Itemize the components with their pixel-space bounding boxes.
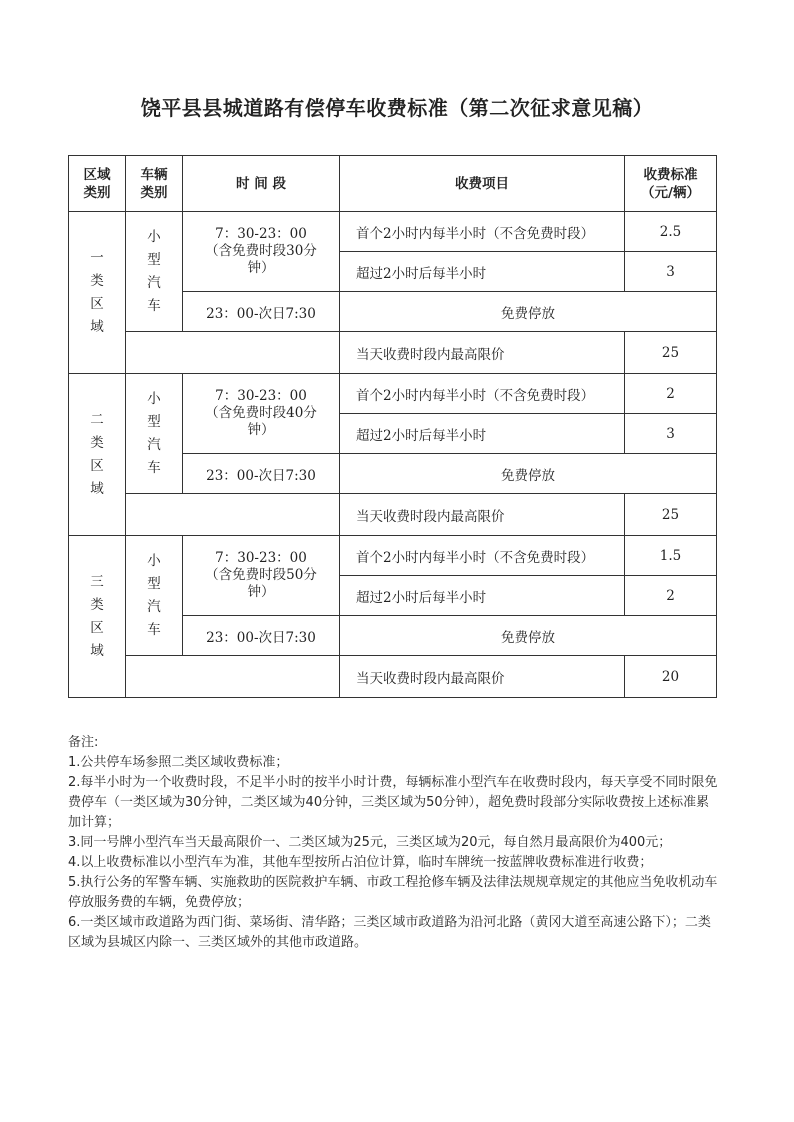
zone-row-max <box>69 656 717 698</box>
header-zone-text: 区域 类别 <box>83 166 111 201</box>
zone-row-first <box>69 536 717 576</box>
value-after-two-hours: 2 <box>625 576 717 616</box>
note-line-6: 6.一类区域市政道路为西门街、菜场街、清华路；三类区域市政道路为沿河北路（黄冈大道至高速公路下）；二类区域为县城区内除一、三类区域外的其他市政道路。 <box>68 915 711 950</box>
header-standard <box>625 156 717 212</box>
value-first-half-hour: 1.5 <box>625 536 717 576</box>
zone-label-cell <box>69 212 126 374</box>
day-period-cell <box>183 374 340 454</box>
notes-section <box>68 733 718 953</box>
vehicle-label-cell <box>126 536 183 656</box>
vehicle-label: 小 型 汽 车 <box>147 390 161 476</box>
header-vehicle <box>126 156 183 212</box>
zone-row-max <box>69 332 717 374</box>
item-after-two-hours: 超过2小时后每半小时 <box>340 414 625 454</box>
value-daily-max: 25 <box>625 332 717 374</box>
value-after-two-hours: 3 <box>625 414 717 454</box>
item-after-two-hours: 超过2小时后每半小时 <box>340 576 625 616</box>
item-daily-max: 当天收费时段内最高限价 <box>340 494 625 536</box>
item-daily-max: 当天收费时段内最高限价 <box>340 332 625 374</box>
night-period: 23：00-次日7:30 <box>183 454 340 494</box>
notes-heading: 备注: <box>68 735 99 750</box>
note-line-2: 2.每半小时为一个收费时段，不足半小时的按半小时计费，每辆标准小型汽车在收费时段内，每天享受不同时限免费停车（一类区域为30分钟，二类区域为40分钟，三类区域为50分钟），超免费时段部分实际收费按上述标准累加计算； <box>68 775 718 830</box>
note-line-1: 1.公共停车场参照二类区域收费标准； <box>68 755 289 770</box>
zone-row-max <box>69 494 717 536</box>
item-first-half-hour: 首个2小时内每半小时（不含免费时段） <box>340 212 625 252</box>
header-zone <box>69 156 126 212</box>
day-period: 7：30-23：00 （含免费时段40分 钟） <box>205 388 317 438</box>
item-after-two-hours: 超过2小时后每半小时 <box>340 252 625 292</box>
note-line-3: 3.同一号牌小型汽车当天最高限价一、二类区域为25元，三类区域为20元，每自然月最高限价为400元； <box>68 835 672 850</box>
vehicle-label: 小 型 汽 车 <box>147 552 161 638</box>
value-after-two-hours: 3 <box>625 252 717 292</box>
header-vehicle-text: 车辆 类别 <box>140 166 168 201</box>
fee-table <box>68 155 717 698</box>
item-first-half-hour: 首个2小时内每半小时（不含免费时段） <box>340 536 625 576</box>
vehicle-label: 小 型 汽 车 <box>147 228 161 314</box>
table-header-row <box>69 156 717 212</box>
header-item: 收费项目 <box>340 156 625 212</box>
free-parking-label: 免费停放 <box>340 292 717 332</box>
day-period: 7：30-23：00 （含免费时段30分 钟） <box>205 226 317 276</box>
value-daily-max: 20 <box>625 656 717 698</box>
header-period: 时 间 段 <box>183 156 340 212</box>
night-period: 23：00-次日7:30 <box>183 616 340 656</box>
page-title: 饶平县县城道路有偿停车收费标准（第二次征求意见稿） <box>140 96 654 120</box>
zone-label: 二 类 区 域 <box>90 411 104 497</box>
note-line-5: 5.执行公务的军警车辆、实施救助的医院救护车辆、市政工程抢修车辆及法律法规规章规定的其他应当免收机动车停放服务费的车辆，免费停放； <box>68 875 718 910</box>
day-period: 7：30-23：00 （含免费时段50分 钟） <box>205 550 317 600</box>
day-period-cell <box>183 212 340 292</box>
free-parking-label: 免费停放 <box>340 454 717 494</box>
item-daily-max: 当天收费时段内最高限价 <box>340 656 625 698</box>
night-period: 23：00-次日7:30 <box>183 292 340 332</box>
empty-cell <box>126 332 340 374</box>
zone-label: 一 类 区 域 <box>90 249 104 335</box>
vehicle-label-cell <box>126 374 183 494</box>
value-first-half-hour: 2 <box>625 374 717 414</box>
free-parking-label: 免费停放 <box>340 616 717 656</box>
value-daily-max: 25 <box>625 494 717 536</box>
zone-row-first <box>69 374 717 414</box>
zone-label-cell <box>69 536 126 698</box>
note-line-4: 4.以上收费标准以小型汽车为准，其他车型按所占泊位计算，临时车牌统一按蓝牌收费标准进行收费； <box>68 855 653 870</box>
zone-label: 三 类 区 域 <box>90 573 104 659</box>
zone-label-cell <box>69 374 126 536</box>
day-period-cell <box>183 536 340 616</box>
header-standard-text: 收费标准 （元/辆） <box>641 166 700 201</box>
empty-cell <box>126 494 340 536</box>
item-first-half-hour: 首个2小时内每半小时（不含免费时段） <box>340 374 625 414</box>
empty-cell <box>126 656 340 698</box>
value-first-half-hour: 2.5 <box>625 212 717 252</box>
zone-row-first <box>69 212 717 252</box>
vehicle-label-cell <box>126 212 183 332</box>
